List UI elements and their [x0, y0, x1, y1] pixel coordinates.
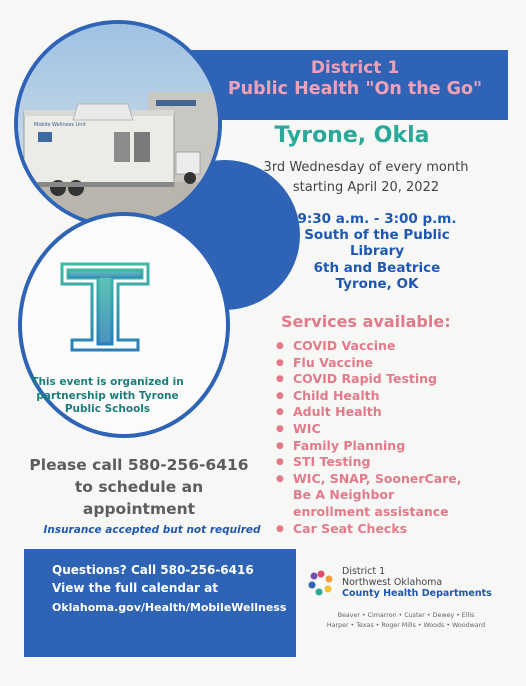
bullet-icon: ● — [276, 440, 284, 451]
bullet-icon: ● — [276, 407, 284, 418]
banner-title — [205, 58, 505, 101]
services-heading: Services available: — [281, 312, 451, 331]
trailer-label: Mobile Wellness Unit — [34, 122, 86, 128]
partnership-line-1: This event is organized in — [31, 376, 184, 388]
banner-line-2: Public Health "On the Go" — [227, 79, 483, 100]
insurance-note: Insurance accepted but not required — [43, 524, 261, 536]
bullet-icon: ● — [276, 357, 284, 368]
calendar-url[interactable]: Oklahoma.gov/Health/MobileWellness — [52, 601, 287, 614]
bullet-icon: ● — [276, 341, 284, 351]
call-line-1: Please call 580-256-6416 — [29, 456, 249, 474]
service-item: ● STI Testing — [276, 454, 371, 470]
mobile-unit-photo — [14, 20, 222, 228]
bullet-icon: ● — [276, 423, 284, 434]
bullet-icon: ● — [276, 374, 284, 385]
services-list — [276, 338, 462, 537]
department-line-1: District 1 — [342, 566, 386, 577]
calendar-line: View the full calendar at — [52, 581, 218, 595]
service-item: ● WIC — [276, 420, 321, 436]
counties-line-2: Harper • Texas • Roger Mills • Woods • Woodward — [326, 622, 486, 629]
schedule-line-1: 3rd Wednesday of every month — [263, 160, 469, 175]
schedule-line-2: starting April 20, 2022 — [292, 179, 440, 195]
call-line-3: appointment — [82, 500, 196, 518]
event-time-location — [262, 211, 492, 292]
bullet-icon: ● — [276, 390, 284, 401]
event-schedule — [246, 158, 486, 197]
service-item: ● Car Seat Checks — [276, 520, 408, 536]
department-name — [342, 566, 492, 599]
service-item: ● Family Planning — [276, 437, 406, 453]
call-line-2: to schedule an — [74, 478, 204, 496]
county-list — [310, 611, 502, 631]
footer-contact — [52, 561, 286, 617]
place-line-4: Tyrone, OK — [335, 275, 419, 292]
partnership-note — [30, 376, 185, 417]
department-line-2: Northwest Oklahoma — [342, 577, 443, 588]
place-line-2: Library — [349, 243, 405, 260]
partnership-line-2: partnership with Tyrone — [36, 389, 179, 402]
event-city: Tyrone, Okla — [274, 123, 430, 148]
trailer-photo-illustration — [18, 24, 222, 228]
service-item: ● COVID Vaccine — [276, 338, 396, 353]
counties-line-1: Beaver • Cimarron • Custer • Dewey • Ellis — [337, 612, 475, 619]
partnership-line-3: Public Schools — [64, 403, 151, 416]
place-line-3: 6th and Beatrice — [313, 259, 441, 276]
service-item: ● Flu Vaccine — [276, 354, 373, 370]
bullet-icon: ● — [276, 523, 284, 534]
event-time: 9:30 a.m. - 3:00 p.m. — [297, 211, 457, 227]
service-item: ● Child Health — [276, 387, 380, 403]
bullet-icon: ● — [276, 457, 284, 468]
health-department-icon — [306, 568, 336, 598]
bullet-icon: ● — [276, 473, 284, 484]
place-line-1: South of the Public — [304, 227, 450, 244]
service-item: ● Adult Health — [276, 404, 382, 420]
service-item: ● COVID Rapid Testing — [276, 371, 438, 387]
department-line-3: County Health Departments — [342, 588, 492, 599]
call-to-schedule — [24, 454, 254, 520]
service-item: ● WIC, SNAP, SoonerCare, Be A Neighbor enrollment assistance — [276, 470, 462, 519]
banner-line-1: District 1 — [310, 58, 400, 78]
questions-line: Questions? Call 580-256-6416 — [52, 563, 254, 577]
